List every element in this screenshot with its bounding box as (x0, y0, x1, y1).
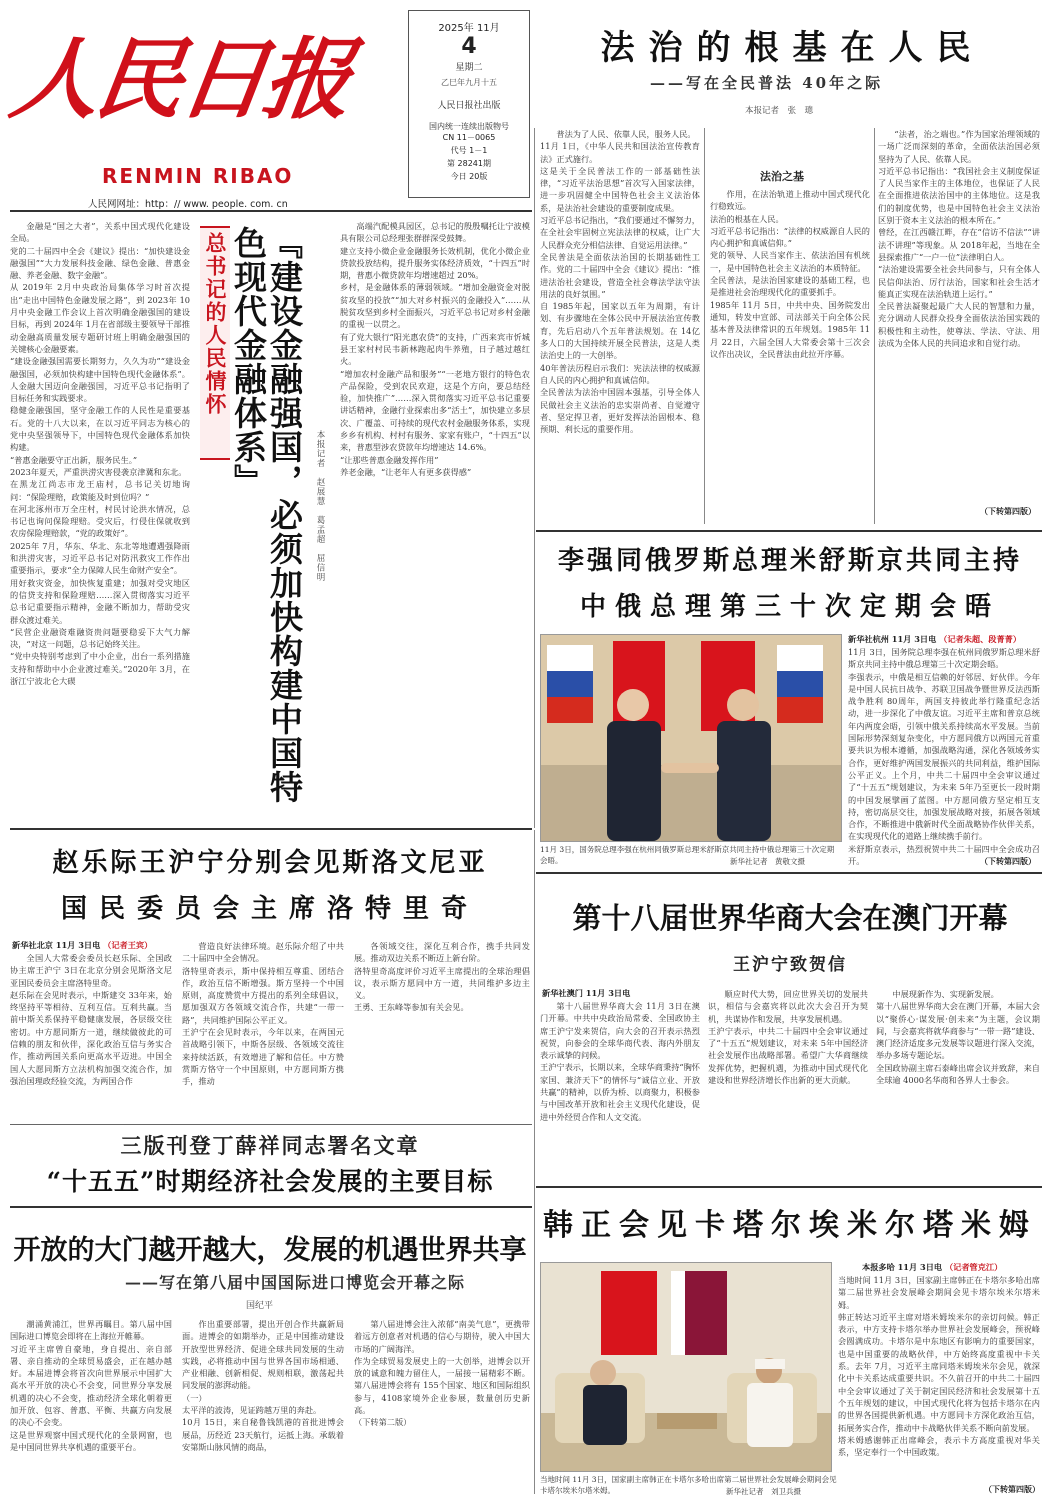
top-story-subtitle: ——写在全民普法 40年之际 (650, 74, 884, 92)
slovenia-dateline (12, 940, 152, 951)
hk-col1: 第十八届世界华商大会 11月 3日在澳门开幕。中共中央政治局常委、全国政协主席王沪宁发来贺信，向大会的召开表示热烈祝贺，向参会的全球华商代表、海内外朋友表示诚挚的问候。 王沪宁表示，长期以来，全球华商秉持“胸怀家国、兼济天下”的情怀与“诚信立业、开放共赢”的精神，以侨为桥、以商聚力，积极参与中国改革开放和社会主义现代化建设，促进中外经贸合作和人文交流。 (540, 1001, 700, 1122)
expo-byline: 国纪平 (246, 1301, 274, 1311)
date-box (408, 10, 530, 198)
expo-title: 开放的大门越开越大，发展的机遇世界共享 (13, 1235, 527, 1266)
russia-title-line2: 中俄总理第三十次定期会晤 (579, 592, 1000, 622)
qatar-photo-image (541, 1263, 831, 1471)
russia-title-line1: 李强同俄罗斯总理米舒斯京共同主持 (557, 546, 1022, 576)
qatar-dateline (862, 1262, 1002, 1273)
publisher: 人民日报社出版 (437, 101, 501, 111)
rule (10, 828, 532, 830)
expo-col1: 潮涌黄浦江，世界再瞩目。第八届中国国际进口博览会即将在上海拉开帷幕。 习近平主席曾自豪地，身自提出、亲自部署、亲自推动的全球贸易盛会，正在越办越好。本届进博会将首次向世界展示中国扩大高水平开放的决心不会变，同世界分享发展机遇的决心不会变，推动经济全球化朝着更加开放、包容、普惠、平衡、共赢方向发展的决心不会变。 这是世界观察中国式现代化的全景网窗，也是中国同世界共享机遇的重要平台。 (10, 1319, 172, 1452)
russia-caption: 11月 3日，国务院总理李强在杭州同俄罗斯总理米舒斯京共同主持中俄总理第三十次定期会晤。 (540, 845, 835, 865)
expo-col3: 第八届进博会注入浓郁“南美气息”，更携带着远方创意者对机遇的信心与期待，驶入中国大市场的广阔海洋。 作为全球贸易发展史上的一大创举，进博会以开放的诚意和魄力留住人，一届接一届精彩不断。第八届进博会将有 155个国家、地区和国际组织参与，4108家境外企业参展，数量创历史新高。 （下转第二版） (354, 1319, 530, 1428)
slovenia-col3: 各领域交往，深化互利合作，携手共同发展。推动双边关系不断迈上新台阶。 洛特里奇高度评价习近平主席提出的全球治理倡议，表示斯方愿同中方一道，共同维护多边主义。 王勇、王东峰等参加有关会见。 (354, 941, 530, 1013)
top-story-col1: 普法为了人民、依靠人民，服务人民。 11月 1日，《中华人民共和国法治宣传教育法》正式施行。 这是关于全民普法工作的一部基础性法律，“习近平法治思想”首次写入国家法律，进一步巩固健全中国特色社会主义法治体系，是法治社会建设的重要制度成果。 习近平总书记指出，“我们要通过不懈努力，在全社会牢固树立宪法法律的权威，让广大人民群众充分相信法律、自觉运用法律。” 全民普法是全面依法治国的长期基础性工作。党的二十届四中全会《建议》提出：“推进法治社会建设，营造全社会尊法学法守法用法的良好氛围。” 自 1985年起，国家以五年为周期，有计划、有步骤地在全体公民中开展法治宣传教育，先后启动八个五年普法规划。在 14亿多人口的大国持续开展全民普法，这是人类法治史上的一大创举。 40年普法历程启示我们：宪法法律的权威源自人民的内心拥护和真诚信仰。 全民普法为法治中国固本强基，引导全体人民做社会主义法治的忠实崇尚者、自觉遵守者、坚定捍卫者，更好发挥法治固根本、稳预期、利长远的重要作用。 (540, 129, 700, 435)
date-lunar: 乙巳年九月十五 (441, 78, 497, 87)
date-weekday: 星期二 (455, 63, 483, 73)
qatar-photo (540, 1262, 832, 1472)
top-story-col2: 作用，在法治轨道上推动中国式现代化行稳致远。 法治的根基在人民。 习近平总书记指出：“法律的权威源自人民的内心拥护和真诚信仰。” 党的领导、人民当家作主、依法治国有机统一，是中国特色社会主义法治的本质特征。 全民普法，是法治国家建设的基础工程，也是推进社会治理现代化的重要抓手。 1985年 11月 5日，中共中央、国务院发出通知，转发中宣部、司法部关于向全体公民基本普及法律常识的五年规划。1985年 11月 22日，六届全国人大常委会第十三次会议作出决议，全民普法由此拉开序幕。 (710, 189, 870, 359)
expo-col2: 作出重要部署，提出开创合作共赢新局面。进博会的如期举办，正是中国推动建设开放型世界经济、促进全球共同发展的生动实践，必将推动中国与世界各国市场相通、产业相融、创新相促、规则相联，激荡起共同发展的澎湃动能。 （一） 太平洋的波涛，见证跨越万里的奔赴。 10月 15日，来自秘鲁钱凯港的首批进博会展品，历经近 23天航行，运抵上海。承载着安第斯山脉风情的商品， (182, 1319, 344, 1452)
rule (10, 1206, 532, 1208)
finance-kicker-text: 总书记的人民情怀 (203, 232, 228, 416)
finance-byline: 本报记者 赵展慧 葛孟超 屈信明 (315, 430, 325, 582)
qatar-dateline-text: 本报多哈 11月 3日电 (862, 1262, 943, 1272)
col-divider (534, 830, 535, 1494)
slovenia-col1: 全国人大常委会委员长赵乐际、全国政协主席王沪宁 3日在北京分别会见斯洛文尼亚国民委员会主席洛特里奇。 赵乐际在会见时表示，中斯建交 33年来，始终坚持平等相待、互利互信。互利共赢。当前中斯关系保持平稳健康发展，各层级交往密切。中方愿同斯方一道，继续做彼此的可信赖的朋友和伙伴，深化政治互信与务实合作，推动两国关系向更高水平迈进。中国全国人大愿同斯方立法机构加强交流合作，加强治国理政经验交流，为两国合作 (10, 953, 172, 1086)
russia-photo-image (541, 635, 841, 841)
rule (536, 872, 1042, 874)
issn-label: 国内统一连续出版物号 (429, 122, 509, 131)
hk-col2: 顺应时代大势，回应世界关切的发展共识，相信与会嘉宾将以此次大会召开为契机，共谋协作和发展，共享发展机遇。 王沪宁表示，中共二十届四中全会审议通过了“十五五”规划建议，对未来 5年中国经济社会发展作出战略部署。希望广大华商继续发挥优势，把握机遇，为推动中国式现代化建设和世界经济增长作出新的更大贡献。 (708, 989, 868, 1086)
logo-pinyin: RENMIN RIBAO (102, 164, 294, 188)
qatar-reporter: （记者管克江） (944, 1262, 1003, 1272)
finance-col2: 高端汽配模具园区，总书记的殷殷嘱托让宁波模具有限公司总经理张群群深受鼓舞。 建立支持小微企业金融服务长效机制，优化小微企业贷款投放结构，提升服务实体经济质效，“十四五”时期，普惠小微贷款年均增速超过 20%。 乡村，是金融体系的薄弱领域。“增加金融资金对脱贫攻坚的投放”“加大对乡村振兴的金融投入”……从脱贫攻坚到乡村全面振兴，习近平总书记对乡村金融的重视一以贯之。 有了党大银行“阳光惠农贷”的支持，广西来宾市忻城县王家村村民韦新林跑起肉牛养殖，日子越过越红火。 “增加农村金融产品和服务”“一老地方银行的特色农产品保险，受到农民欢迎，这是个方向，要总结经验，加快推广”……深入贯彻落实习近平总书记重要讲话精神，金融行业探索出多“活土”，加快建立多层次、广覆盖、可持续的现代农村金融服务体系，实现乡乡有机构、村村有服务、家家有账户，“十四五”以来，普惠型涉农贷款年均增速达 14.6%。 “让那些普惠金融发挥作用” 养老金融，“让老年人有更多获得感” (340, 221, 530, 477)
col-divider (534, 128, 535, 828)
slovenia-col2: 营造良好法律环境。赵乐际介绍了中共二十届四中全会情况。 洛特里奇表示，斯中保持相互尊重、团结合作，政治互信不断增强。斯方坚持一个中国原则，高度赞赏中方提出的系列全球倡议，愿加强双方各领域交流合作，共建“一带一路”，共同维护国际公平正义。 王沪宁在会见时表示，今年以来，在两国元首战略引领下，中斯各层级、各领域交流往来持续活跃，有效增进了解和信任。中方赞赏斯方恪守一个中国原则，中方愿同斯方携手，推动 (182, 941, 344, 1087)
russia-reporter: （记者朱超、段菁菁） (939, 634, 1022, 644)
rule (536, 530, 1042, 532)
top-story-section-head: 法治之基 (760, 170, 804, 183)
page-count: 今日 20版 (450, 172, 488, 181)
top-story-byline: 本报记者 张 璁 (745, 106, 814, 116)
hk-title: 第十八届世界华商大会在澳门开幕 (572, 901, 1008, 935)
russia-dateline-text: 新华社杭州 11月 3日电 (848, 634, 937, 644)
top-story-title: 法治的根基在人民 (600, 28, 985, 68)
top-story-continued: （下转第四版） (980, 506, 1036, 516)
hk-subtitle: 王沪宁致贺信 (733, 955, 847, 975)
expo-subtitle: ——写在第八届中国国际进口博览会开幕之际 (124, 1273, 465, 1292)
issue-no: 第 28241期 (447, 159, 491, 168)
website-line: 人民网网址：http：// www. people. com. cn (88, 199, 288, 210)
russia-body: 11月 3日，国务院总理李强在杭州同俄罗斯总理米舒斯京共同主持中俄总理第三十次定期会晤。 李强表示，中俄是相互信赖的好邻居、好伙伴。今年是中国人民抗日战争、苏联卫国战争暨世界反法西斯战争胜利 80周年，两国支持彼此举行隆重纪念活动，进一步深化了中俄友谊。习近平主席和普京总统年内两度会晤，引领中俄关系持续高水平发展。当前国际形势深刻复杂变化，中方愿同俄方以两国元首重要共识为根本遵循，加强战略沟通，深化各领域务实合作，更好维护两国发展振兴的共同利益，维护国际公平正义。上个月，中共二十届四中全会审议通过了“十五五”规划建议，为未来 5年乃至更长一段时期的中国发展擘画了蓝图。中方愿同俄方坚定相互支持，密切高层交往，加强发展战略对接，拓展各领域合作，不断推进中俄新时代全面战略协作伙伴关系，在实现现代化的道路上继续携手前行。 米舒斯京表示，热烈祝贺中共二十届四中全会成功召开。 (848, 647, 1040, 867)
qatar-title: 韩正会见卡塔尔埃米尔塔米姆 (543, 1208, 1037, 1243)
finance-title: 『建设金融强国，必须加快构建中国特色现代金融体系』 (229, 226, 304, 804)
masthead-rule (10, 210, 532, 212)
slovenia-title-line1: 赵乐际王沪宁分别会见斯洛文尼亚 (52, 848, 488, 878)
qatar-photo-credit: 新华社记者 刘卫兵摄 (726, 1487, 801, 1496)
date-day: 4 (461, 34, 477, 59)
cn-code: CN 11－0065 (442, 133, 496, 142)
logo-calligraphy: 人民日报 (4, 27, 356, 131)
slovenia-reporter: （记者王宾） (103, 940, 153, 950)
russia-photo-credit: 新华社记者 黄敬文摄 (730, 857, 805, 866)
qatar-caption: 当地时间 11月 3日，国家副主席韩正在卡塔尔多哈出席第二届世界社会发展峰会期间会见卡塔尔埃米尔塔米姆。 (540, 1475, 837, 1495)
hk-col3: 中展现新作为、实现新发展。 第十八届世界华商大会在澳门开幕，本届大会以“聚侨心·谋发展·创未来”为主题，会议期间，与会嘉宾将就华商参与“一带一路”建设、澳门经济适度多元发展等议题进行深入交流，举办多场专题论坛。 全国政协副主席石泰峰出席会议并致辞，来自全球逾 4000名华商和各界人士参会。 (876, 989, 1040, 1086)
slovenia-dateline-text: 新华社北京 11月 3日电 (12, 940, 101, 950)
rule (10, 1124, 532, 1125)
date-year-month: 2025年 11月 (438, 23, 500, 34)
masthead-logo (4, 14, 402, 188)
russia-dateline (848, 634, 1021, 645)
russia-continued: （下转第四版） (980, 856, 1036, 866)
finance-col1: 金融是“国之大者”，关系中国式现代化建设全局。 党的二十届四中全会《建议》提出：“加快建设金融强国”“大力发展科技金融、绿色金融、普惠金融、养老金融、数字金融”。 从 2019年 2月中央政治局集体学习时首次提出“走出中国特色金融发展之路”，到 2023年 10月中央金融工作会议上首次明确金融强国的建设目标，再到 2024年 1月在省部级主要领导干部推动金融高质量发展专题研讨班上明确金融强国的关键核心金融要素。 “建设金融强国需要长期努力，久久为功”“建设金融强国，必须加快构建中国特色现代金融体系”。人金融大国迈向金融强国，习近平总书记指明了目标任务和实践要求。 稳健金融强国，坚守金融工作的人民性是重要基石。党的十八大以来，在以习近平同志为核心的党中央坚强领导下，中国特色现代金融体系加快构建。 “普惠金融要守正出新，服务民生。” 2023年夏天，严重洪涝灾害侵袭京津冀和东北。 在黑龙江尚志市龙王庙村，总书记关切地询问：“保险理赔，政策能及时到位吗？” 在河北涿州市万全庄村，村民讨论洪水情况，总书记也询问保险理赔。受灾后，行侵住保就收到农房保险理赔款，“党的政策好”。 2025年 7月，华东、华北、东北等地遭遇强降雨和洪涝灾害，习近平总书记对防汛救灾工作作出重要指示，要求“全力保障人民生命财产安全”。 用好救灾资金，加快恢复重建；加强对受灾地区的信贷支持和保险理赔……深入贯彻落实习近平总书记重要指示精神，金融不断加力，帮助受灾群众渡过难关。 “民营企业融资难融资贵问题要稳妥下大气力解决，“对这一问题，总书记始终关注。 “党中央特别考虑到了中小企业，出台一系列措施支持和帮助中小企业渡过难关。”2020年 3月，在浙江宁波北仑大碶 (10, 221, 190, 686)
ding-notice-line1: 三版刊登丁薛祥同志署名文章 (120, 1133, 420, 1158)
slovenia-title-line2: 国民委员会主席洛特里奇 (60, 894, 479, 924)
top-story-col3: “法者，治之端也。”作为国家治理领域的一场广泛而深刻的革命，全面依法治国必须坚持为了人民、依靠人民。 习近平总书记指出：“我国社会主义制度保证了人民当家作主的主体地位，也保证了人民在全面推进依法治国中的主体地位。这是我们的制度优势，也是中国特色社会主义法治区别于资本主义法治的根本所在。” 曾经，在江西赣江畔，存在“信访不信法”“讲法不讲理”等现象。从 2018年起，当地在全县探索推广“一户一位”法律明白人。 “法治建设需要全社会共同参与，只有全体人民信仰法治、厉行法治，国家和社会生活才能真正实现在法治轨道上运行。” 全民普法凝聚起最广大人民的智慧和力量，充分调动人民群众投身全面依法治国实践的积极性和主动性，使尊法、学法、守法、用法成为全体人民的共同追求和自觉行动。 (878, 129, 1040, 349)
finance-kicker (200, 226, 230, 460)
rule (536, 1186, 1042, 1188)
col-divider (704, 128, 705, 524)
hk-dateline: 新华社澳门 11月 3日电 (542, 988, 631, 998)
qatar-body: 当地时间 11月 3日，国家副主席韩正在卡塔尔多哈出席第二届世界社会发展峰会期间会见卡塔尔埃米尔塔米姆。 韩正转达习近平主席对塔米姆埃米尔的亲切问候。韩正表示，中方支持卡塔尔举办世界社会发展峰会，预祝峰会圆满成功。卡塔尔是中东地区有影响力的重要国家，也是中国重要的战略伙伴，中方始终高度重视中卡关系。去年 7月，习近平主席同塔米姆埃米尔会见，就深化中卡关系达成重要共识。不久前召开的中共二十届四中全会审议通过了关于制定国民经济和社会发展第十五个五年规划的建议，中国式现代化将为包括卡塔尔在内的世界各国提供新机遇。中方愿同卡方深化政治互信，拓展务实合作，推动中卡战略伙伴关系不断向前发展。 塔米姆感谢韩正出席峰会，表示卡方高度重视对华关系，坚定奉行一个中国政策。 (838, 1275, 1040, 1458)
post-code: 代号 1－1 (450, 146, 488, 155)
russia-photo (540, 634, 842, 842)
ding-notice-line2: “十五五”时期经济社会发展的主要目标 (46, 1167, 494, 1196)
col-divider (874, 128, 875, 524)
qatar-continued: （下转第四版） (984, 1484, 1040, 1494)
